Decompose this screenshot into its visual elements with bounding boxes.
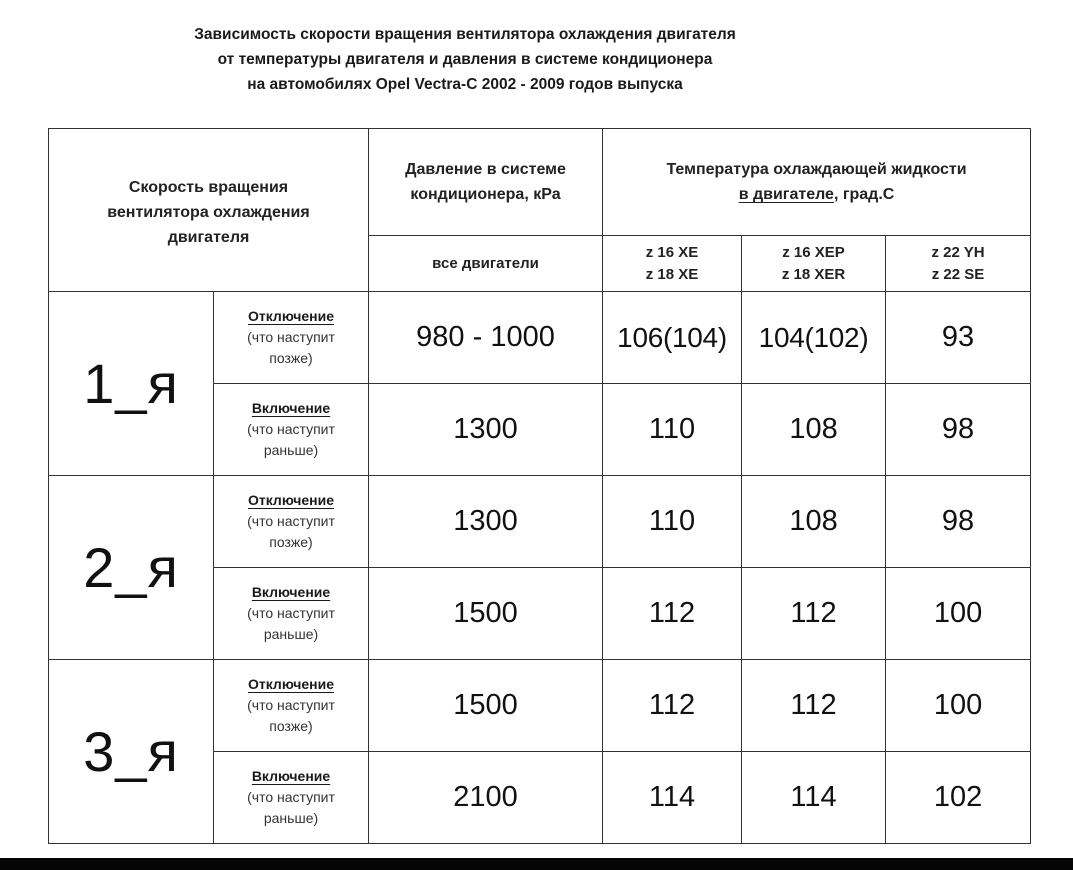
mode-cell — [214, 660, 369, 752]
temp-value: 100 — [886, 568, 1031, 660]
temp-value: 98 — [886, 476, 1031, 568]
engine-code: z 22 YH — [931, 243, 985, 261]
pressure-value: 2100 — [369, 752, 603, 844]
temp-value: 102 — [886, 752, 1031, 844]
speed-header-line: Скорость вращения — [128, 178, 289, 196]
bottom-border-bar — [0, 858, 1073, 870]
temperature-header-line: Температура охлаждающей жидкости — [666, 161, 967, 178]
mode-name: Отключение — [248, 308, 335, 324]
temp-value: 112 — [603, 660, 742, 752]
mode-note: (что наступит — [247, 789, 335, 805]
title-line-3: на автомобилях Opel Vectra-C 2002 - 2009 годов выпуска — [247, 76, 683, 93]
speed-header-line: вентилятора охлаждения — [107, 203, 310, 221]
temp-value: 112 — [742, 568, 886, 660]
temp-value: 108 — [742, 384, 886, 476]
mode-name: Отключение — [248, 492, 335, 508]
mode-note: позже) — [269, 350, 313, 366]
mode-note: (что наступит — [247, 421, 335, 437]
mode-note: раньше) — [263, 626, 319, 642]
all-engines-label: все двигатели — [369, 236, 603, 292]
pressure-column-header — [369, 129, 603, 236]
document-title — [0, 22, 930, 97]
pressure-header-line: кондиционера, кРа — [410, 186, 561, 203]
mode-cell — [214, 292, 369, 384]
speed-label: 1_я — [49, 292, 214, 476]
speed-label: 2_я — [49, 476, 214, 660]
speed-header-line: двигателя — [167, 228, 250, 246]
mode-note: позже) — [269, 718, 313, 734]
mode-note: раньше) — [263, 442, 319, 458]
temperature-header-unit: , град.С — [833, 186, 895, 203]
engine-code: z 18 XER — [781, 265, 846, 283]
mode-cell — [214, 752, 369, 844]
temp-value: 93 — [886, 292, 1031, 384]
mode-note: (что наступит — [247, 513, 335, 529]
fan-speed-table — [48, 128, 1031, 844]
temp-value: 108 — [742, 476, 886, 568]
temp-value: 100 — [886, 660, 1031, 752]
pressure-value: 1500 — [369, 568, 603, 660]
mode-cell — [214, 568, 369, 660]
mode-note: (что наступит — [247, 697, 335, 713]
engine-group-3 — [886, 236, 1031, 292]
temp-value: 104(102) — [742, 292, 886, 384]
mode-note: раньше) — [263, 810, 319, 826]
pressure-value: 980 - 1000 — [369, 292, 603, 384]
engine-group-2 — [742, 236, 886, 292]
temp-value: 112 — [742, 660, 886, 752]
mode-note: (что наступит — [247, 329, 335, 345]
pressure-header-line: Давление в системе — [405, 161, 566, 178]
engine-code: z 16 XE — [645, 243, 699, 261]
engine-code: z 22 SE — [931, 265, 985, 283]
mode-name: Включение — [251, 400, 331, 416]
engine-code: z 16 XEP — [782, 243, 845, 261]
title-line-1: Зависимость скорости вращения вентилятора охлаждения двигателя — [194, 26, 736, 43]
temp-value: 110 — [603, 384, 742, 476]
mode-cell — [214, 476, 369, 568]
temperature-header-underlined: в двигателе — [738, 186, 834, 203]
temp-value: 114 — [742, 752, 886, 844]
mode-cell — [214, 384, 369, 476]
mode-name: Включение — [251, 584, 331, 600]
temp-value: 106(104) — [603, 292, 742, 384]
temp-value: 110 — [603, 476, 742, 568]
mode-name: Включение — [251, 768, 331, 784]
pressure-value: 1300 — [369, 476, 603, 568]
temp-value: 112 — [603, 568, 742, 660]
temp-value: 98 — [886, 384, 1031, 476]
speed-label: 3_я — [49, 660, 214, 844]
engine-group-1 — [603, 236, 742, 292]
mode-note: (что наступит — [247, 605, 335, 621]
header-row-1 — [49, 129, 1031, 236]
mode-note: позже) — [269, 534, 313, 550]
engine-code: z 18 XE — [645, 265, 699, 283]
table-row — [49, 660, 1031, 752]
pressure-value: 1500 — [369, 660, 603, 752]
speed-column-header — [49, 129, 369, 292]
title-line-2: от температуры двигателя и давления в системе кондиционера — [217, 51, 713, 68]
pressure-value: 1300 — [369, 384, 603, 476]
mode-name: Отключение — [248, 676, 335, 692]
temp-value: 114 — [603, 752, 742, 844]
temperature-column-header — [603, 129, 1031, 236]
table-row — [49, 292, 1031, 384]
table-row — [49, 476, 1031, 568]
temperature-header-line — [603, 182, 1030, 207]
